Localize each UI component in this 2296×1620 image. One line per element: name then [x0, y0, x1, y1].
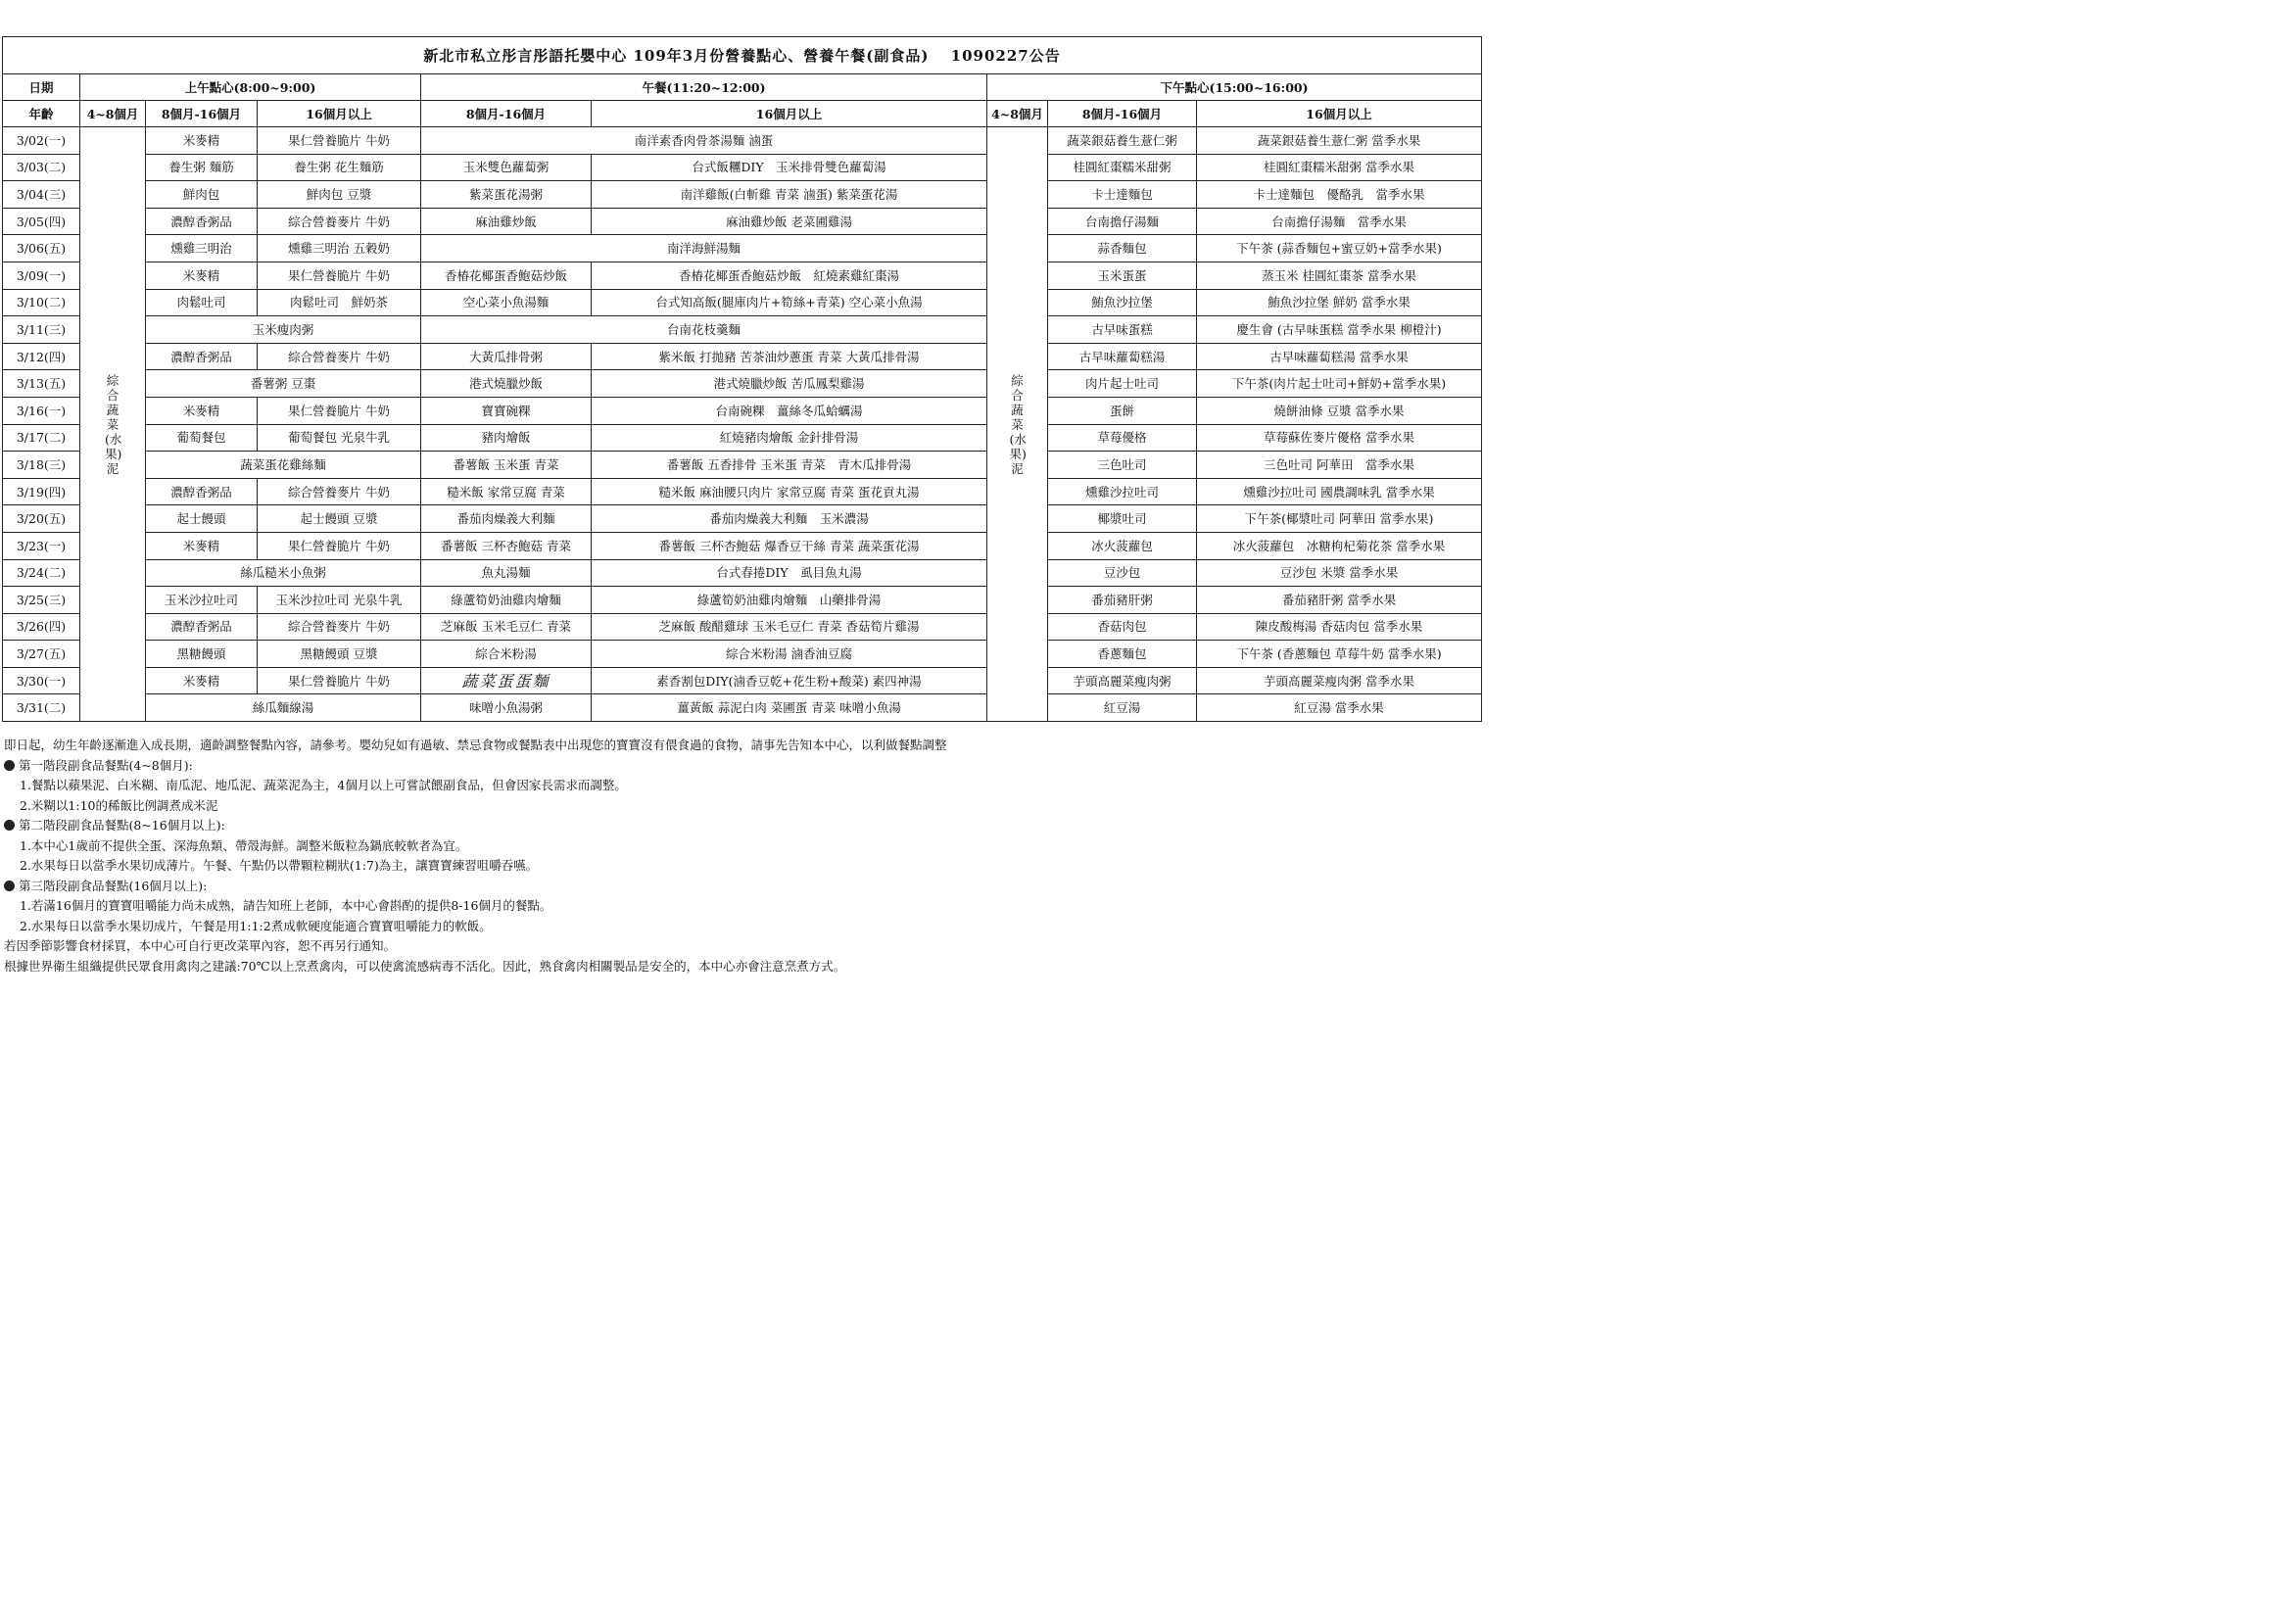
pm-snack-16-cell: 冰火菠蘿包 冰糖枸杞菊花茶 當季水果: [1197, 532, 1482, 559]
am-snack-16-cell: 肉鬆吐司 鮮奶茶: [258, 289, 421, 316]
date-cell: 3/24(二): [3, 559, 80, 587]
date-cell: 3/27(五): [3, 641, 80, 668]
note-stage1-title: 第一階段副食品餐點(4~8個月):: [19, 757, 193, 773]
am-snack-16-cell: 果仁營養脆片 牛奶: [258, 127, 421, 155]
table-row: [3, 587, 1482, 614]
bullet-icon: [4, 760, 15, 771]
table-row: [3, 478, 1482, 505]
pm-snack-16-cell: 三色吐司 阿華田 當季水果: [1197, 452, 1482, 479]
lunch-16-cell: 台南碗粿 薑絲冬瓜蛤蠣湯: [592, 397, 987, 424]
date-cell: 3/12(四): [3, 343, 80, 370]
header-date: 日期: [3, 74, 80, 101]
lunch-16-cell: 素香割包DIY(滷香豆乾+花生粉+酸菜) 素四神湯: [592, 667, 987, 694]
lunch-16-cell: 台式飯糰DIY 玉米排骨雙色蘿蔔湯: [592, 154, 987, 181]
am-snack-8-16-cell: 濃醇香粥品: [146, 208, 258, 235]
header-pm-4-8: 4~8個月: [987, 101, 1048, 127]
lunch-8-16-cell: 番薯飯 三杯杏鮑菇 青菜: [421, 532, 592, 559]
pm-snack-16-cell: 下午茶(肉片起士吐司+鮮奶+當季水果): [1197, 370, 1482, 398]
pm-snack-8-16-cell: 紅豆湯: [1048, 694, 1197, 722]
pm-snack-8-16-cell: 桂圓紅棗糯米甜粥: [1048, 154, 1197, 181]
header-lunch-8-16: 8個月-16個月: [421, 101, 592, 127]
am-snack-8-16-cell: 濃醇香粥品: [146, 613, 258, 641]
header-am-4-8: 4~8個月: [80, 101, 146, 127]
lunch-16-cell: 糙米飯 麻油腰只肉片 家常豆腐 青菜 蛋花貢丸湯: [592, 478, 987, 505]
am-snack-8-16-cell: 濃醇香粥品: [146, 478, 258, 505]
table-row: [3, 370, 1482, 398]
am-snack-16-cell: 起士饅頭 豆漿: [258, 505, 421, 533]
bullet-icon: [4, 820, 15, 831]
table-row: [3, 127, 1482, 155]
lunch-8-16-cell: 紫菜蛋花湯粥: [421, 181, 592, 209]
lunch-8-16-cell: 豬肉燴飯: [421, 424, 592, 452]
lunch-8-16-cell: 糙米飯 家常豆腐 青菜: [421, 478, 592, 505]
am-snack-8-16-cell: 葡萄餐包: [146, 424, 258, 452]
pm-snack-8-16-cell: 香蔥麵包: [1048, 641, 1197, 668]
pm-snack-16-cell: 下午茶 (蒜香麵包+蜜豆奶+當季水果): [1197, 235, 1482, 262]
pm-snack-8-16-cell: 古早味蛋糕: [1048, 316, 1197, 344]
lunch-8-16-cell: 香椿花椰蛋香鮑菇炒飯: [421, 262, 592, 289]
date-cell: 3/11(三): [3, 316, 80, 344]
lunch-16-cell: 紫米飯 打拋豬 苦茶油炒蔥蛋 青菜 大黃瓜排骨湯: [592, 343, 987, 370]
table-row: [3, 667, 1482, 694]
pm-snack-16-cell: 台南擔仔湯麵 當季水果: [1197, 208, 1482, 235]
lunch-16-cell: 台式春捲DIY 虱目魚丸湯: [592, 559, 987, 587]
lunch-8-16-cell: 玉米雙色蘿蔔粥: [421, 154, 592, 181]
am-snack-8-16-cell: 起士饅頭: [146, 505, 258, 533]
lunch-16-cell: 麻油雞炒飯 老菜圃雞湯: [592, 208, 987, 235]
pm-snack-8-16-cell: 芋頭高麗菜瘦肉粥: [1048, 667, 1197, 694]
am-snack-8-16-cell: 肉鬆吐司: [146, 289, 258, 316]
page-title: 新北市私立彤言彤語托嬰中心 109年3月份營養點心、營養午餐(副食品) 1090227公告: [3, 37, 1482, 74]
date-cell: 3/06(五): [3, 235, 80, 262]
table-row: [3, 694, 1482, 722]
header-pm-8-16: 8個月-16個月: [1048, 101, 1197, 127]
pm-snack-8-16-cell: 卡士達麵包: [1048, 181, 1197, 209]
am-snack-16-cell: 鮮肉包 豆漿: [258, 181, 421, 209]
pm-snack-8-16-cell: 冰火菠蘿包: [1048, 532, 1197, 559]
table-row: [3, 316, 1482, 344]
note-stage1-1: 1.餐點以蘋果泥、白米糊、南瓜泥、地瓜泥、蔬菜泥為主，4個月以上可嘗試餵副食品，但會因家長需求而調整。: [20, 778, 627, 792]
lunch-16-cell: 紅燒豬肉燴飯 金針排骨湯: [592, 424, 987, 452]
am-snack-16-cell: 綜合營養麥片 牛奶: [258, 208, 421, 235]
pm-snack-8-16-cell: 豆沙包: [1048, 559, 1197, 587]
pm-snack-16-cell: 草莓蘇佐麥片優格 當季水果: [1197, 424, 1482, 452]
am-snack-16-cell: 綜合營養麥片 牛奶: [258, 478, 421, 505]
date-cell: 3/25(三): [3, 587, 80, 614]
date-cell: 3/18(三): [3, 452, 80, 479]
note-who: 根據世界衛生組織提供民眾食用禽肉之建議:70℃以上烹煮禽肉，可以使禽流感病毒不活化。因此，熟食禽肉相關製品是安全的，本中心亦會注意烹煮方式。: [4, 958, 846, 974]
bullet-icon: [4, 881, 15, 891]
am-snack-16-cell: 玉米沙拉吐司 光泉牛乳: [258, 587, 421, 614]
am-snack-cell: 絲瓜麵線湯: [146, 694, 421, 722]
lunch-8-16-cell: 寶寶碗粿: [421, 397, 592, 424]
pm-snack-8-16-cell: 台南擔仔湯麵: [1048, 208, 1197, 235]
pm-snack-8-16-cell: 三色吐司: [1048, 452, 1197, 479]
date-cell: 3/10(二): [3, 289, 80, 316]
pm-snack-8-16-cell: 草莓優格: [1048, 424, 1197, 452]
pm-snack-8-16-cell: 肉片起士吐司: [1048, 370, 1197, 398]
pm-snack-16-cell: 蔬菜銀菇養生薏仁粥 當季水果: [1197, 127, 1482, 155]
pm-snack-16-cell: 蒸玉米 桂圓紅棗茶 當季水果: [1197, 262, 1482, 289]
lunch-8-16-cell: 空心菜小魚湯麵: [421, 289, 592, 316]
pm-snack-16-cell: 鮪魚沙拉堡 鮮奶 當季水果: [1197, 289, 1482, 316]
am-snack-16-cell: 綜合營養麥片 牛奶: [258, 343, 421, 370]
date-cell: 3/03(二): [3, 154, 80, 181]
pm-snack-8-16-cell: 鮪魚沙拉堡: [1048, 289, 1197, 316]
table-row: [3, 154, 1482, 181]
table-row: [3, 532, 1482, 559]
table-row: [3, 559, 1482, 587]
lunch-8-16-cell: 番薯飯 玉米蛋 青菜: [421, 452, 592, 479]
am-snack-8-16-cell: 濃醇香粥品: [146, 343, 258, 370]
am-snack-16-cell: 葡萄餐包 光泉牛乳: [258, 424, 421, 452]
pm-snack-8-16-cell: 番茄豬肝粥: [1048, 587, 1197, 614]
lunch-16-cell: 綠蘆筍奶油雞肉燴麵 山藥排骨湯: [592, 587, 987, 614]
lunch-8-16-cell: 麻油雞炒飯: [421, 208, 592, 235]
date-cell: 3/26(四): [3, 613, 80, 641]
note-stage2-2: 2.水果每日以當季水果切成薄片。午餐、午點仍以帶顆粒糊狀(1:7)為主，讓寶寶練習咀嚼吞嚥。: [20, 858, 539, 873]
am-snack-8-16-cell: 米麥精: [146, 397, 258, 424]
lunch-16-cell: 番薯飯 三杯杏鮑菇 爆香豆干絲 青菜 蔬菜蛋花湯: [592, 532, 987, 559]
lunch-16-cell: 南洋雞飯(白斬雞 青菜 滷蛋) 紫菜蛋花湯: [592, 181, 987, 209]
table-row: [3, 181, 1482, 209]
pm-snack-8-16-cell: 古早味蘿蔔糕湯: [1048, 343, 1197, 370]
lunch-16-cell: 台式知高飯(腿庫肉片+筍絲+青菜) 空心菜小魚湯: [592, 289, 987, 316]
am-snack-16-cell: 綜合營養麥片 牛奶: [258, 613, 421, 641]
pm-infant-cell: [987, 127, 1048, 722]
table-row: [3, 641, 1482, 668]
date-cell: 3/16(一): [3, 397, 80, 424]
pm-snack-8-16-cell: 椰漿吐司: [1048, 505, 1197, 533]
lunch-16-cell: 綜合米粉湯 滷香油豆腐: [592, 641, 987, 668]
pm-snack-16-cell: 陳皮酸梅湯 香菇肉包 當季水果: [1197, 613, 1482, 641]
pm-snack-8-16-cell: 燻雞沙拉吐司: [1048, 478, 1197, 505]
am-infant-cell: [80, 127, 146, 722]
date-cell: 3/31(二): [3, 694, 80, 722]
pm-snack-16-cell: 桂圓紅棗糯米甜粥 當季水果: [1197, 154, 1482, 181]
note-stage3-1: 1.若滿16個月的寶寶咀嚼能力尚未成熟，請告知班上老師，本中心會斟酌的提供8-16個月的餐點。: [20, 898, 552, 913]
pm-snack-16-cell: 慶生會 (古早味蛋糕 當季水果 柳橙汁): [1197, 316, 1482, 344]
date-cell: 3/23(一): [3, 532, 80, 559]
pm-snack-16-cell: 下午茶(椰漿吐司 阿華田 當季水果): [1197, 505, 1482, 533]
lunch-8-16-cell: 芝麻飯 玉米毛豆仁 青菜: [421, 613, 592, 641]
pm-infant-cell-label: 綜合蔬菜(水果)泥: [1009, 372, 1027, 476]
am-snack-8-16-cell: 黑糖饅頭: [146, 641, 258, 668]
pm-snack-16-cell: 豆沙包 米漿 當季水果: [1197, 559, 1482, 587]
header-am-16: 16個月以上: [258, 101, 421, 127]
table-row: [3, 343, 1482, 370]
table-row: [3, 424, 1482, 452]
am-snack-16-cell: 養生粥 花生麵筋: [258, 154, 421, 181]
am-snack-16-cell: 果仁營養脆片 牛奶: [258, 667, 421, 694]
pm-snack-8-16-cell: 蔬菜銀菇養生薏仁粥: [1048, 127, 1197, 155]
am-snack-cell: 番薯粥 豆棗: [146, 370, 421, 398]
note-intro: 即日起，幼生年齡逐漸進入成長期，適齡調整餐點內容，請參考。嬰幼兒如有過敏、禁忌食物或餐點表中出現您的寶寶沒有偎食過的食物，請事先告知本中心，以利做餐點調整: [4, 738, 947, 752]
am-snack-cell: 絲瓜糙米小魚粥: [146, 559, 421, 587]
date-cell: 3/17(二): [3, 424, 80, 452]
date-cell: 3/13(五): [3, 370, 80, 398]
table-row: [3, 289, 1482, 316]
pm-snack-8-16-cell: 蛋餅: [1048, 397, 1197, 424]
table-row: [3, 262, 1482, 289]
lunch-8-16-cell: 大黃瓜排骨粥: [421, 343, 592, 370]
note-season: 若因季節影響食材採買，本中心可自行更改菜單內容，恕不再另行通知。: [4, 938, 397, 953]
lunch-16-cell: 香椿花椰蛋香鮑菇炒飯 紅燒素雞紅棗湯: [592, 262, 987, 289]
am-snack-cell: 蔬菜蛋花雞絲麵: [146, 452, 421, 479]
lunch-8-16-cell: 綜合米粉湯: [421, 641, 592, 668]
table-row: [3, 397, 1482, 424]
lunch-8-16-cell: 味噌小魚湯粥: [421, 694, 592, 722]
note-stage2-1: 1.本中心1歲前不提供全蛋、深海魚類、帶殼海鮮。調整米飯粒為鍋底較軟者為宜。: [20, 837, 468, 853]
pm-snack-16-cell: 下午茶 (香蔥麵包 草莓牛奶 當季水果): [1197, 641, 1482, 668]
header-afternoon-snack: 下午點心(15:00~16:00): [987, 74, 1482, 101]
notes-section: [4, 736, 1473, 977]
table-row: [3, 505, 1482, 533]
note-stage3-title: 第三階段副食品餐點(16個月以上):: [19, 878, 208, 893]
am-infant-cell-label: 綜合蔬菜(水果)泥: [105, 372, 122, 476]
date-cell: 3/19(四): [3, 478, 80, 505]
am-snack-16-cell: 果仁營養脆片 牛奶: [258, 262, 421, 289]
pm-snack-16-cell: 燒餅油條 豆漿 當季水果: [1197, 397, 1482, 424]
pm-snack-16-cell: 紅豆湯 當季水果: [1197, 694, 1482, 722]
pm-snack-8-16-cell: 香菇肉包: [1048, 613, 1197, 641]
table-row: [3, 208, 1482, 235]
am-snack-8-16-cell: 鮮肉包: [146, 181, 258, 209]
am-snack-cell: 玉米瘦肉粥: [146, 316, 421, 344]
lunch-8-16-cell: 魚丸湯麵: [421, 559, 592, 587]
note-stage2-title: 第二階段副食品餐點(8~16個月以上):: [19, 818, 225, 833]
lunch-16-cell: 芝麻飯 酸醋雞球 玉米毛豆仁 青菜 香菇筍片雞湯: [592, 613, 987, 641]
pm-snack-16-cell: 燻雞沙拉吐司 國農調味乳 當季水果: [1197, 478, 1482, 505]
lunch-cell: 台南花枝羹麵: [421, 316, 987, 344]
lunch-8-16-cell: 綠蘆筍奶油雞肉燴麵: [421, 587, 592, 614]
date-cell: 3/30(一): [3, 667, 80, 694]
date-cell: 3/09(一): [3, 262, 80, 289]
am-snack-8-16-cell: 米麥精: [146, 667, 258, 694]
lunch-8-16-cell: 番茄肉燥義大利麵: [421, 505, 592, 533]
am-snack-8-16-cell: 養生粥 麵筋: [146, 154, 258, 181]
table-row: [3, 452, 1482, 479]
header-morning-snack: 上午點心(8:00~9:00): [80, 74, 421, 101]
lunch-16-cell: 薑黃飯 蒜泥白肉 菜圃蛋 青菜 味噌小魚湯: [592, 694, 987, 722]
pm-snack-16-cell: 卡士達麵包 優酪乳 當季水果: [1197, 181, 1482, 209]
menu-table: [2, 36, 1482, 722]
date-cell: 3/02(一): [3, 127, 80, 155]
pm-snack-8-16-cell: 玉米蛋蛋: [1048, 262, 1197, 289]
lunch-16-cell: 番薯飯 五香排骨 玉米蛋 青菜 青木瓜排骨湯: [592, 452, 987, 479]
note-stage1-2: 2.米糊以1:10的稀飯比例調煮成米泥: [20, 797, 218, 813]
am-snack-8-16-cell: 玉米沙拉吐司: [146, 587, 258, 614]
am-snack-8-16-cell: 燻雞三明治: [146, 235, 258, 262]
header-lunch: 午餐(11:20~12:00): [421, 74, 987, 101]
table-row: [3, 613, 1482, 641]
note-stage3-2: 2.水果每日以當季水果切成片，午餐是用1:1:2煮成軟硬度能適合寶寶咀嚼能力的軟飯。: [20, 918, 492, 933]
date-cell: 3/04(三): [3, 181, 80, 209]
header-age: 年齡: [3, 101, 80, 127]
pm-snack-8-16-cell: 蒜香麵包: [1048, 235, 1197, 262]
lunch-8-16-cell: 蔬菜蛋蛋麵: [421, 667, 592, 694]
header-am-8-16: 8個月-16個月: [146, 101, 258, 127]
header-lunch-16: 16個月以上: [592, 101, 987, 127]
am-snack-8-16-cell: 米麥精: [146, 532, 258, 559]
table-row: [3, 235, 1482, 262]
am-snack-8-16-cell: 米麥精: [146, 262, 258, 289]
pm-snack-16-cell: 番茄豬肝粥 當季水果: [1197, 587, 1482, 614]
header-pm-16: 16個月以上: [1197, 101, 1482, 127]
am-snack-8-16-cell: 米麥精: [146, 127, 258, 155]
date-cell: 3/20(五): [3, 505, 80, 533]
am-snack-16-cell: 果仁營養脆片 牛奶: [258, 397, 421, 424]
lunch-16-cell: 港式燒臘炒飯 苦瓜鳳梨雞湯: [592, 370, 987, 398]
lunch-cell: 南洋素香肉骨茶湯麵 滷蛋: [421, 127, 987, 155]
lunch-cell: 南洋海鮮湯麵: [421, 235, 987, 262]
pm-snack-16-cell: 古早味蘿蔔糕湯 當季水果: [1197, 343, 1482, 370]
date-cell: 3/05(四): [3, 208, 80, 235]
lunch-16-cell: 番茄肉燥義大利麵 玉米濃湯: [592, 505, 987, 533]
am-snack-16-cell: 果仁營養脆片 牛奶: [258, 532, 421, 559]
am-snack-16-cell: 黑糖饅頭 豆漿: [258, 641, 421, 668]
lunch-8-16-cell: 港式燒臘炒飯: [421, 370, 592, 398]
am-snack-16-cell: 燻雞三明治 五穀奶: [258, 235, 421, 262]
pm-snack-16-cell: 芋頭高麗菜瘦肉粥 當季水果: [1197, 667, 1482, 694]
